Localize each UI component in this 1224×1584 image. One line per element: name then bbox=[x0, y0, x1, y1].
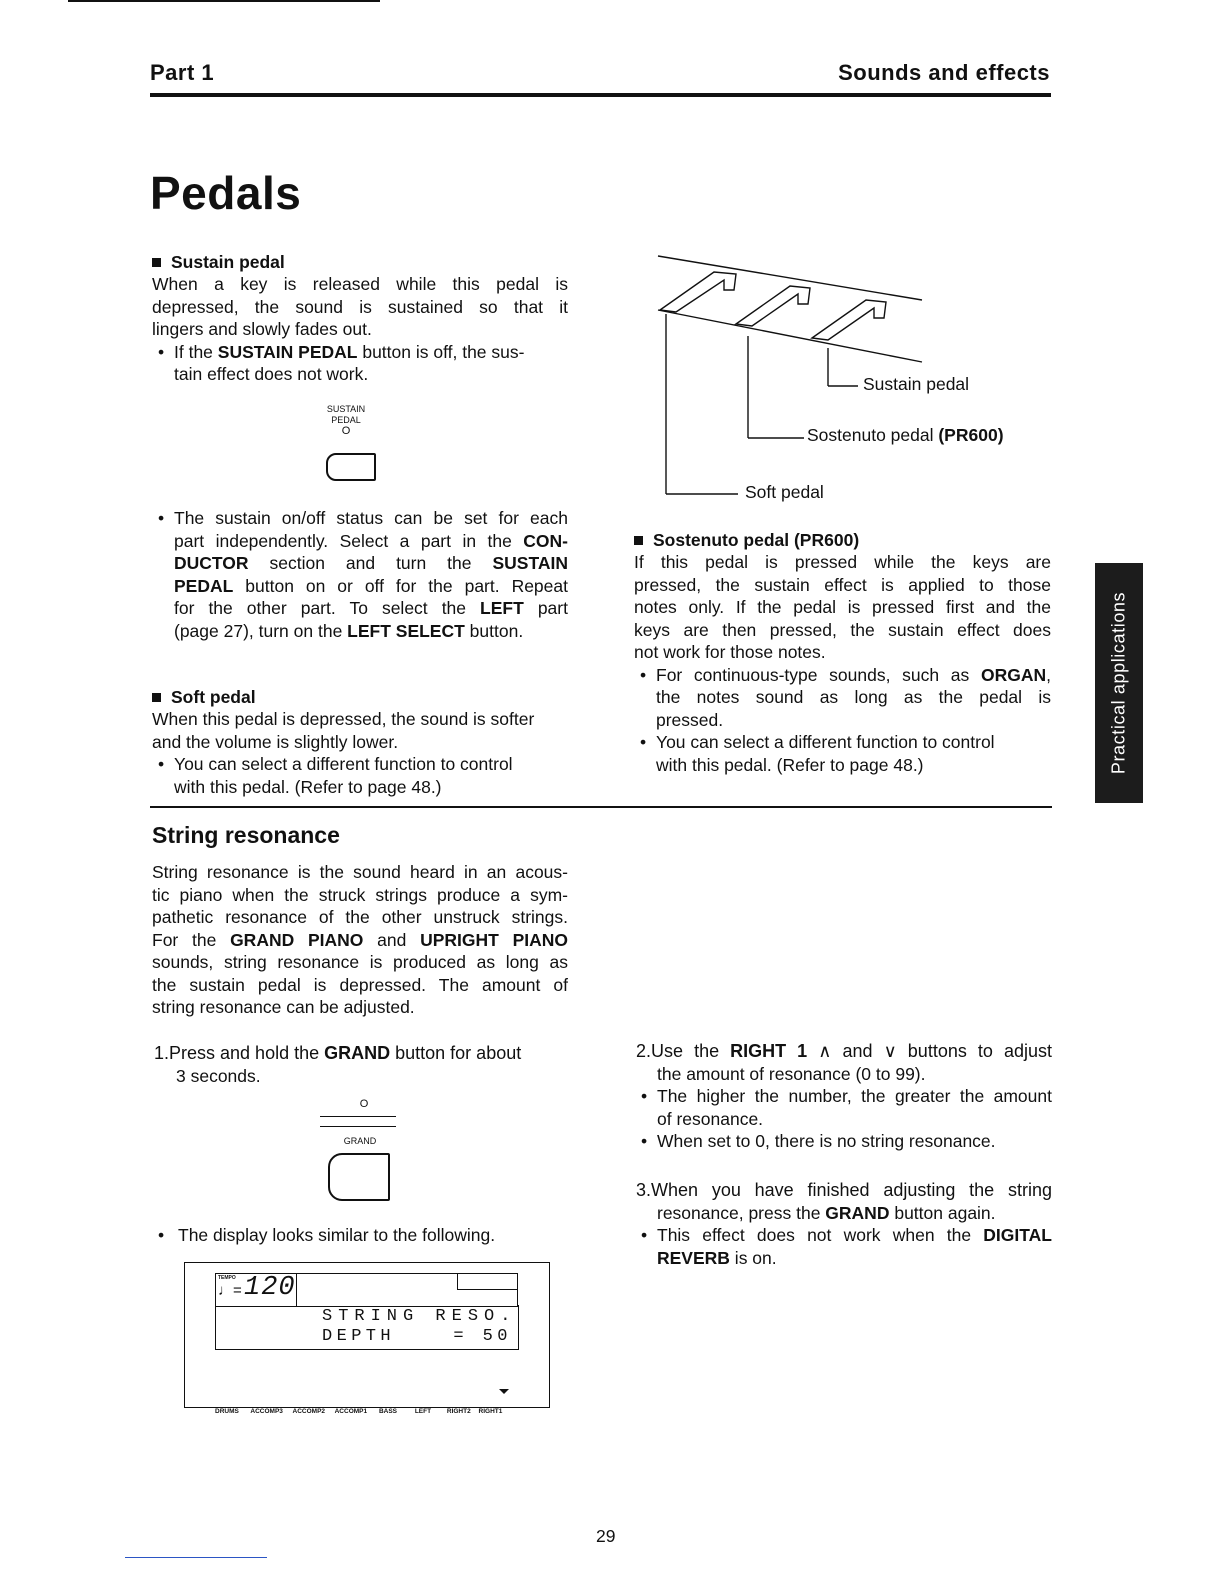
sostenuto-pedal-label: Sostenuto pedal (PR600) bbox=[807, 425, 1004, 445]
header-part: Part 1 bbox=[150, 60, 215, 85]
text-line: of resonance. bbox=[657, 1108, 764, 1129]
text-line: String resonance is the sound heard in an acous- bbox=[152, 862, 568, 882]
text-line: pressed. bbox=[656, 709, 724, 730]
step-1 bbox=[154, 1042, 568, 1087]
sostenuto-line: notes only. If the pedal is pressed first and the bbox=[634, 597, 1051, 617]
lcd-tempo-note: ♩= bbox=[218, 1282, 242, 1299]
sustain-pedal-button[interactable] bbox=[326, 453, 376, 481]
button-label: SUSTAIN bbox=[326, 404, 366, 414]
sustain-section bbox=[152, 252, 568, 386]
bottom-scan-line bbox=[125, 1557, 267, 1558]
sustain-line: lingers and slowly fades out. bbox=[152, 319, 372, 339]
square-bullet-icon bbox=[152, 258, 161, 267]
text-line: pathetic resonance of the other unstruck strings. bbox=[152, 907, 568, 927]
button-label: PEDAL bbox=[331, 415, 361, 425]
bullet-dot-icon: • bbox=[640, 732, 647, 752]
text-line: For continuous-type sounds, such as ORGAN, bbox=[656, 664, 1051, 685]
text-line: tic piano when the struck strings produce a sym- bbox=[152, 884, 568, 905]
lcd-part-label: RIGHT1 bbox=[478, 1408, 503, 1415]
lcd-line-1: STRING RESO. bbox=[322, 1307, 517, 1326]
sostenuto-line: pressed, the sustain effect is applied to those bbox=[634, 574, 1051, 595]
text-line: string resonance can be adjusted. bbox=[152, 997, 415, 1017]
square-bullet-icon bbox=[634, 536, 643, 545]
text-line: This effect does not work when the DIGITAL bbox=[657, 1225, 1052, 1245]
step-line: 1.Press and hold the GRAND button for about bbox=[154, 1043, 522, 1063]
soft-pedal-label: Soft pedal bbox=[745, 482, 824, 502]
side-tab-label: Practical applications bbox=[1108, 591, 1129, 775]
step-2-bullet bbox=[641, 1085, 1052, 1130]
text-line: DUCTOR section and turn the SUSTAIN bbox=[174, 553, 568, 573]
led-indicator: O bbox=[341, 425, 351, 437]
text-line: The higher the number, the greater the amount bbox=[657, 1086, 1052, 1106]
sostenuto-line: not work for those notes. bbox=[634, 642, 826, 662]
step-2-bullet: • When set to 0, there is no string resonance. bbox=[641, 1131, 996, 1151]
string-resonance-body bbox=[152, 861, 568, 1019]
lcd-tempo-box bbox=[215, 1273, 297, 1307]
bullet-dot-icon: • bbox=[158, 508, 165, 528]
sustain-bullet2 bbox=[158, 507, 568, 642]
string-resonance-heading: String resonance bbox=[152, 822, 340, 848]
text-line: (page 27), turn on the LEFT SELECT button. bbox=[174, 620, 524, 641]
sustain-line: depressed, the sound is sustained so that it bbox=[152, 296, 568, 317]
lcd-part-label: RIGHT2 bbox=[446, 1408, 471, 1415]
text-line: sounds, string resonance is produced as long as bbox=[152, 952, 568, 972]
grand-label-rule bbox=[320, 1116, 396, 1117]
lcd-line-2: DEPTH = 50 bbox=[322, 1327, 512, 1346]
bullet-dot-icon: • bbox=[158, 1225, 165, 1245]
bullet-dot-icon: • bbox=[158, 341, 165, 362]
sostenuto-heading: Sostenuto pedal (PR600) bbox=[634, 530, 1051, 551]
text-line: The sustain on/off status can be set for each bbox=[174, 508, 568, 528]
grand-label-rule bbox=[320, 1126, 396, 1127]
sostenuto-bullet bbox=[640, 664, 1051, 732]
step-line: resonance, press the GRAND button again. bbox=[657, 1202, 996, 1223]
lcd-part-label: ACCOMP1 bbox=[334, 1408, 368, 1415]
text-line: PEDAL button on or off for the part. Repeat bbox=[174, 575, 568, 596]
lcd-tempo-label: TEMPO bbox=[218, 1275, 236, 1281]
grand-button[interactable] bbox=[328, 1153, 390, 1201]
step-line: the amount of resonance (0 to 99). bbox=[657, 1063, 926, 1084]
sustain-line: When a key is released while this pedal is bbox=[152, 274, 568, 294]
lcd-tempo-value: 120 bbox=[244, 1273, 296, 1303]
sostenuto-bullet: • You can select a different function to control with this pedal. (Refer to page 48.) bbox=[640, 732, 995, 775]
page-title: Pedals bbox=[150, 167, 302, 219]
step-line: 3 seconds. bbox=[176, 1065, 261, 1086]
soft-bullet: • You can select a different function to control with this pedal. (Refer to page 48.) bbox=[158, 754, 513, 797]
bullet-dot-icon: • bbox=[641, 1086, 648, 1106]
text-line: For the GRAND PIANO and UPRIGHT PIANO bbox=[152, 929, 568, 950]
text-line: part independently. Select a part in the CON- bbox=[174, 530, 568, 551]
lcd-indicator-box bbox=[457, 1273, 518, 1290]
text-line: the sustain pedal is depressed. The amount of bbox=[152, 974, 568, 995]
grand-led: O bbox=[359, 1098, 369, 1110]
bullet-dot-icon: • bbox=[641, 1131, 648, 1151]
sustain-heading: Sustain pedal bbox=[152, 252, 568, 273]
display-bullet: • The display looks similar to the following. bbox=[158, 1225, 496, 1245]
header-rule bbox=[150, 93, 1051, 97]
sustain-bullet: • If the SUSTAIN PEDAL button is off, the sus- tain effect does not work. bbox=[158, 341, 525, 384]
step-line: 3.When you have finished adjusting the string bbox=[636, 1180, 1052, 1200]
text-line: the notes sound as long as the pedal is bbox=[656, 687, 1051, 707]
lcd-down-arrow-icon bbox=[499, 1389, 509, 1394]
lcd-part-label: ACCOMP3 bbox=[250, 1408, 283, 1415]
down-arrow-icon: ∨ bbox=[883, 1041, 897, 1061]
soft-section bbox=[152, 687, 568, 798]
top-scan-line bbox=[68, 0, 380, 2]
square-bullet-icon bbox=[152, 693, 161, 702]
sostenuto-line: keys are then pressed, the sustain effect does bbox=[634, 619, 1051, 640]
section-divider bbox=[150, 806, 1052, 808]
sostenuto-section bbox=[634, 530, 1051, 776]
bullet-dot-icon: • bbox=[158, 754, 165, 774]
lcd-part-label: DRUMS bbox=[215, 1408, 239, 1415]
text-line: for the other part. To select the LEFT part bbox=[174, 598, 568, 618]
grand-label: GRAND bbox=[343, 1136, 377, 1146]
lcd-display bbox=[184, 1262, 550, 1415]
side-tab bbox=[1095, 563, 1143, 803]
lcd-part-labels bbox=[215, 1408, 502, 1415]
sustain-pedal-label: Sustain pedal bbox=[863, 374, 970, 394]
soft-line: and the volume is slightly lower. bbox=[152, 731, 399, 752]
step-2 bbox=[636, 1040, 1052, 1153]
text-line: REVERB is on. bbox=[657, 1247, 777, 1268]
lcd-text-box bbox=[215, 1305, 519, 1350]
up-arrow-icon: ∧ bbox=[818, 1041, 832, 1061]
bullet-dot-icon: • bbox=[640, 664, 647, 685]
sostenuto-line: If this pedal is pressed while the keys are bbox=[634, 552, 1051, 572]
step-line: 2.Use the RIGHT 1 ∧ and ∨ buttons to adjust bbox=[636, 1041, 1052, 1061]
soft-line: When this pedal is depressed, the sound is softer bbox=[152, 709, 535, 729]
lcd-part-label: LEFT bbox=[414, 1408, 432, 1415]
page-number: 29 bbox=[596, 1526, 616, 1546]
lcd-part-label: BASS bbox=[378, 1408, 397, 1415]
lcd-part-label: ACCOMP2 bbox=[292, 1408, 326, 1415]
sustain-pedal-button-figure bbox=[322, 404, 370, 437]
step-3 bbox=[636, 1179, 1052, 1269]
bullet-dot-icon: • bbox=[641, 1225, 648, 1245]
header-section: Sounds and effects bbox=[838, 60, 1050, 85]
soft-heading: Soft pedal bbox=[152, 687, 568, 708]
step-3-bullet bbox=[641, 1224, 1052, 1269]
